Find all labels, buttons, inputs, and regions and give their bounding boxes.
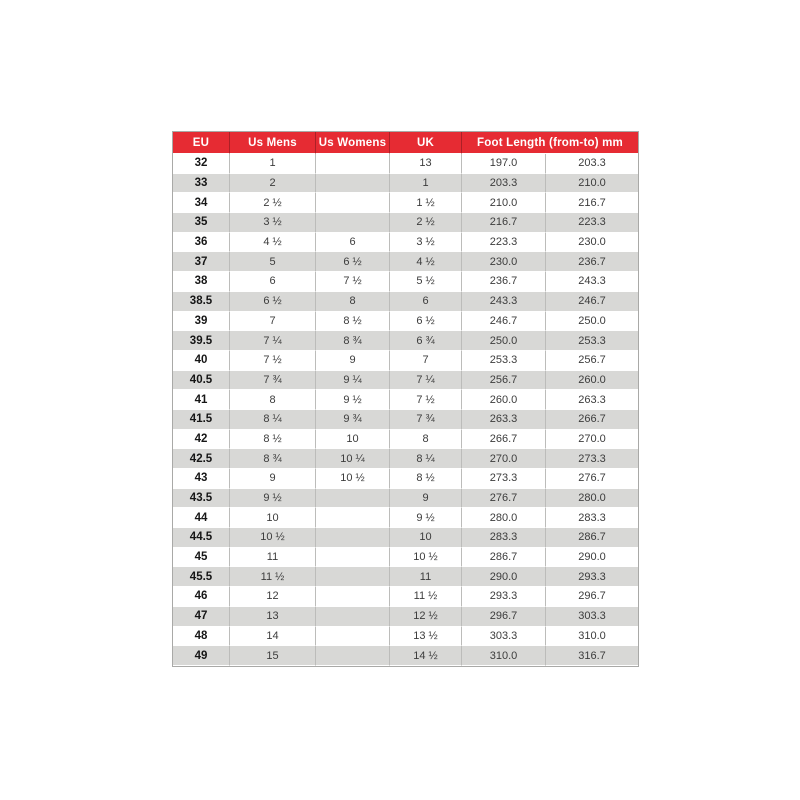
cell-uk-size: 3 ½ (390, 233, 462, 253)
table-row (173, 174, 638, 194)
cell-foot-length-to: 270.0 (546, 430, 638, 450)
cell-eu-size: 33 (173, 174, 230, 194)
cell-eu-size: 44.5 (173, 528, 230, 548)
table-row (173, 567, 638, 587)
column-header-us-mens: Us Mens (230, 132, 316, 154)
cell-foot-length-to: 263.3 (546, 390, 638, 410)
cell-eu-size: 44 (173, 508, 230, 528)
cell-eu-size: 37 (173, 252, 230, 272)
cell-us-womens-size (316, 154, 390, 174)
cell-us-womens-size (316, 508, 390, 528)
cell-uk-size: 11 ½ (390, 587, 462, 607)
cell-us-mens-size: 8 ½ (230, 430, 316, 450)
cell-foot-length-from: 280.0 (462, 508, 546, 528)
cell-us-mens-size: 15 (230, 646, 316, 666)
cell-us-mens-size: 7 ½ (230, 351, 316, 371)
cell-us-mens-size: 7 (230, 312, 316, 332)
cell-foot-length-from: 250.0 (462, 331, 546, 351)
cell-us-mens-size: 11 (230, 548, 316, 568)
cell-us-mens-size: 3 ½ (230, 213, 316, 233)
cell-us-womens-size: 9 (316, 351, 390, 371)
cell-foot-length-from: 216.7 (462, 213, 546, 233)
cell-us-womens-size: 10 (316, 430, 390, 450)
cell-uk-size: 9 ½ (390, 508, 462, 528)
cell-foot-length-to: 296.7 (546, 587, 638, 607)
cell-eu-size: 43 (173, 469, 230, 489)
table-row (173, 548, 638, 568)
cell-eu-size: 49 (173, 646, 230, 666)
table-row (173, 252, 638, 272)
cell-foot-length-to: 256.7 (546, 351, 638, 371)
table-row (173, 292, 638, 312)
cell-us-womens-size: 8 ½ (316, 312, 390, 332)
cell-uk-size: 13 ½ (390, 627, 462, 647)
cell-us-mens-size: 14 (230, 627, 316, 647)
cell-foot-length-from: 253.3 (462, 351, 546, 371)
cell-eu-size: 41.5 (173, 410, 230, 430)
table-row (173, 213, 638, 233)
cell-foot-length-to: 210.0 (546, 174, 638, 194)
cell-us-womens-size: 6 ½ (316, 252, 390, 272)
cell-foot-length-to: 260.0 (546, 371, 638, 391)
cell-us-womens-size (316, 193, 390, 213)
cell-eu-size: 40 (173, 351, 230, 371)
cell-us-mens-size: 4 ½ (230, 233, 316, 253)
cell-uk-size: 10 ½ (390, 548, 462, 568)
cell-us-womens-size: 8 ¾ (316, 331, 390, 351)
cell-foot-length-from: 236.7 (462, 272, 546, 292)
cell-uk-size: 14 ½ (390, 646, 462, 666)
cell-eu-size: 39.5 (173, 331, 230, 351)
cell-us-womens-size (316, 607, 390, 627)
cell-eu-size: 34 (173, 193, 230, 213)
cell-us-mens-size: 8 ¼ (230, 410, 316, 430)
cell-foot-length-from: 270.0 (462, 449, 546, 469)
cell-foot-length-from: 273.3 (462, 469, 546, 489)
cell-us-womens-size: 9 ¾ (316, 410, 390, 430)
cell-uk-size: 7 (390, 351, 462, 371)
cell-foot-length-to: 283.3 (546, 508, 638, 528)
cell-eu-size: 39 (173, 312, 230, 332)
cell-us-mens-size: 7 ¼ (230, 331, 316, 351)
table-row (173, 528, 638, 548)
cell-us-mens-size: 2 (230, 174, 316, 194)
cell-uk-size: 5 ½ (390, 272, 462, 292)
cell-us-mens-size: 12 (230, 587, 316, 607)
table-row (173, 331, 638, 351)
table-row (173, 193, 638, 213)
cell-eu-size: 46 (173, 587, 230, 607)
cell-eu-size: 42.5 (173, 449, 230, 469)
cell-us-womens-size: 10 ½ (316, 469, 390, 489)
table-row (173, 430, 638, 450)
cell-foot-length-from: 256.7 (462, 371, 546, 391)
cell-foot-length-to: 290.0 (546, 548, 638, 568)
cell-us-mens-size: 9 (230, 469, 316, 489)
cell-foot-length-from: 203.3 (462, 174, 546, 194)
cell-eu-size: 36 (173, 233, 230, 253)
cell-us-mens-size: 9 ½ (230, 489, 316, 509)
cell-eu-size: 45 (173, 548, 230, 568)
cell-foot-length-from: 266.7 (462, 430, 546, 450)
cell-foot-length-from: 260.0 (462, 390, 546, 410)
cell-us-womens-size (316, 528, 390, 548)
cell-foot-length-to: 203.3 (546, 154, 638, 174)
cell-eu-size: 38.5 (173, 292, 230, 312)
cell-eu-size: 47 (173, 607, 230, 627)
cell-uk-size: 6 ½ (390, 312, 462, 332)
table-row (173, 154, 638, 174)
cell-us-womens-size (316, 567, 390, 587)
cell-foot-length-to: 253.3 (546, 331, 638, 351)
cell-us-womens-size (316, 489, 390, 509)
table-row (173, 272, 638, 292)
cell-us-womens-size (316, 627, 390, 647)
cell-foot-length-from: 197.0 (462, 154, 546, 174)
cell-us-mens-size: 10 ½ (230, 528, 316, 548)
cell-foot-length-from: 293.3 (462, 587, 546, 607)
table-row (173, 351, 638, 371)
cell-us-mens-size: 1 (230, 154, 316, 174)
table-row (173, 371, 638, 391)
cell-foot-length-to: 216.7 (546, 193, 638, 213)
cell-foot-length-from: 210.0 (462, 193, 546, 213)
cell-us-womens-size (316, 548, 390, 568)
cell-uk-size: 6 (390, 292, 462, 312)
header-row (173, 132, 638, 154)
cell-foot-length-from: 310.0 (462, 646, 546, 666)
cell-eu-size: 41 (173, 390, 230, 410)
cell-foot-length-to: 303.3 (546, 607, 638, 627)
cell-uk-size: 2 ½ (390, 213, 462, 233)
cell-foot-length-to: 293.3 (546, 567, 638, 587)
cell-foot-length-to: 273.3 (546, 449, 638, 469)
cell-foot-length-from: 290.0 (462, 567, 546, 587)
cell-foot-length-from: 296.7 (462, 607, 546, 627)
cell-foot-length-to: 276.7 (546, 469, 638, 489)
table-row (173, 607, 638, 627)
cell-uk-size: 13 (390, 154, 462, 174)
table-row (173, 508, 638, 528)
cell-foot-length-from: 246.7 (462, 312, 546, 332)
cell-uk-size: 12 ½ (390, 607, 462, 627)
cell-eu-size: 38 (173, 272, 230, 292)
cell-us-womens-size: 6 (316, 233, 390, 253)
table-row (173, 449, 638, 469)
table-body (173, 154, 638, 666)
cell-uk-size: 8 ¼ (390, 449, 462, 469)
cell-eu-size: 48 (173, 627, 230, 647)
cell-foot-length-from: 263.3 (462, 410, 546, 430)
cell-eu-size: 43.5 (173, 489, 230, 509)
table-row (173, 390, 638, 410)
cell-uk-size: 8 ½ (390, 469, 462, 489)
cell-eu-size: 40.5 (173, 371, 230, 391)
table-row (173, 587, 638, 607)
table-row (173, 489, 638, 509)
cell-uk-size: 9 (390, 489, 462, 509)
cell-uk-size: 7 ¼ (390, 371, 462, 391)
cell-uk-size: 1 (390, 174, 462, 194)
cell-foot-length-from: 303.3 (462, 627, 546, 647)
cell-foot-length-to: 236.7 (546, 252, 638, 272)
cell-foot-length-from: 286.7 (462, 548, 546, 568)
cell-foot-length-from: 283.3 (462, 528, 546, 548)
cell-us-mens-size: 8 (230, 390, 316, 410)
column-header-foot-length: Foot Length (from-to) mm (462, 132, 638, 154)
column-header-us-womens: Us Womens (316, 132, 390, 154)
cell-uk-size: 11 (390, 567, 462, 587)
table-row (173, 312, 638, 332)
cell-foot-length-to: 246.7 (546, 292, 638, 312)
cell-foot-length-from: 230.0 (462, 252, 546, 272)
column-header-eu: EU (173, 132, 230, 154)
cell-foot-length-to: 310.0 (546, 627, 638, 647)
cell-uk-size: 4 ½ (390, 252, 462, 272)
cell-us-womens-size: 9 ¼ (316, 371, 390, 391)
cell-foot-length-to: 266.7 (546, 410, 638, 430)
cell-us-womens-size: 9 ½ (316, 390, 390, 410)
cell-uk-size: 1 ½ (390, 193, 462, 213)
cell-us-mens-size: 13 (230, 607, 316, 627)
cell-us-womens-size (316, 174, 390, 194)
cell-us-womens-size (316, 213, 390, 233)
table-row (173, 469, 638, 489)
cell-us-mens-size: 6 (230, 272, 316, 292)
cell-foot-length-to: 230.0 (546, 233, 638, 253)
cell-us-mens-size: 6 ½ (230, 292, 316, 312)
cell-uk-size: 7 ¾ (390, 410, 462, 430)
cell-foot-length-to: 280.0 (546, 489, 638, 509)
cell-us-mens-size: 2 ½ (230, 193, 316, 213)
cell-uk-size: 8 (390, 430, 462, 450)
column-header-uk: UK (390, 132, 462, 154)
table-row (173, 233, 638, 253)
cell-us-womens-size: 7 ½ (316, 272, 390, 292)
table-row (173, 410, 638, 430)
cell-us-womens-size: 8 (316, 292, 390, 312)
cell-foot-length-from: 223.3 (462, 233, 546, 253)
cell-us-womens-size (316, 587, 390, 607)
shoe-size-table (172, 131, 639, 667)
table-row (173, 646, 638, 666)
cell-foot-length-from: 276.7 (462, 489, 546, 509)
cell-foot-length-from: 243.3 (462, 292, 546, 312)
cell-eu-size: 42 (173, 430, 230, 450)
cell-uk-size: 6 ¾ (390, 331, 462, 351)
cell-us-mens-size: 5 (230, 252, 316, 272)
cell-uk-size: 7 ½ (390, 390, 462, 410)
cell-us-mens-size: 11 ½ (230, 567, 316, 587)
cell-foot-length-to: 250.0 (546, 312, 638, 332)
cell-foot-length-to: 243.3 (546, 272, 638, 292)
cell-foot-length-to: 316.7 (546, 646, 638, 666)
cell-eu-size: 35 (173, 213, 230, 233)
cell-us-mens-size: 7 ¾ (230, 371, 316, 391)
cell-foot-length-to: 223.3 (546, 213, 638, 233)
cell-us-womens-size (316, 646, 390, 666)
table-row (173, 627, 638, 647)
cell-uk-size: 10 (390, 528, 462, 548)
cell-eu-size: 45.5 (173, 567, 230, 587)
cell-eu-size: 32 (173, 154, 230, 174)
cell-us-mens-size: 8 ¾ (230, 449, 316, 469)
cell-us-mens-size: 10 (230, 508, 316, 528)
cell-foot-length-to: 286.7 (546, 528, 638, 548)
cell-us-womens-size: 10 ¼ (316, 449, 390, 469)
